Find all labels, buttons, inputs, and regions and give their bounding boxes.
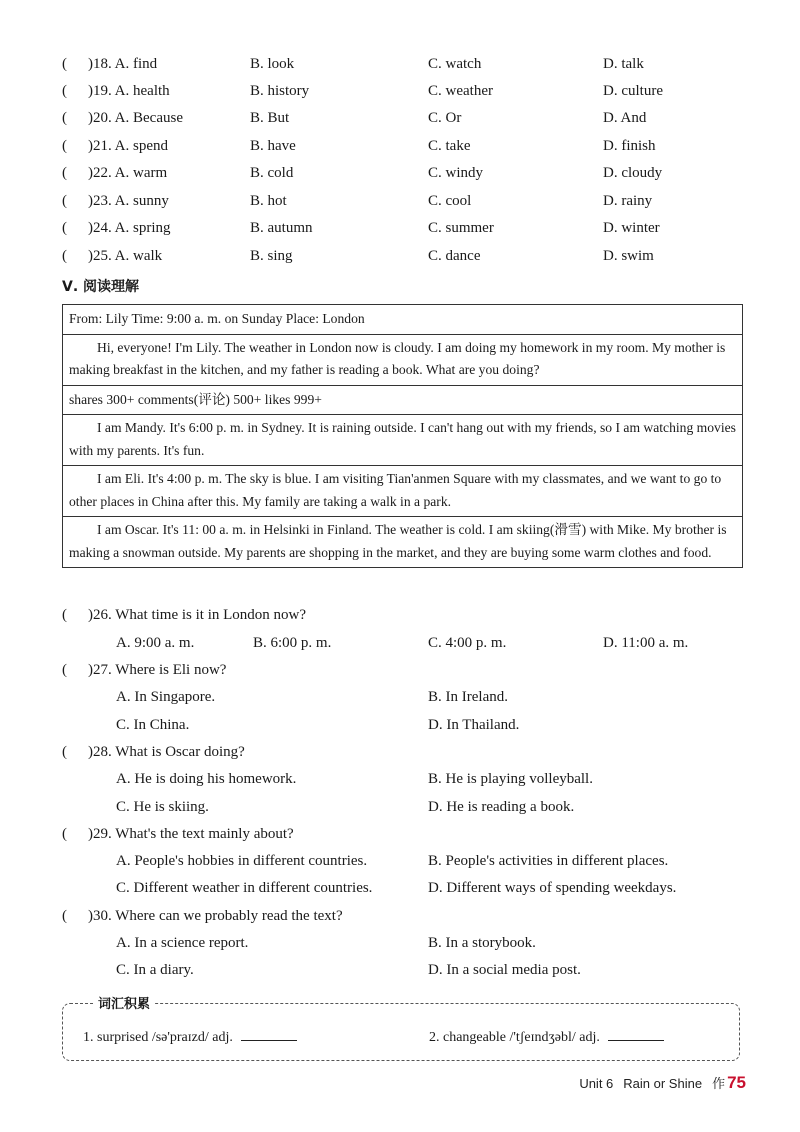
page-footer [579,1073,746,1093]
answer-paren[interactable]: ( [62,138,67,154]
answer-paren[interactable]: ( [62,165,67,181]
answer-paren[interactable]: ( [62,110,67,126]
vocab-word: 2. changeable /'tʃeɪndʒəbl/ adj. [429,1030,600,1045]
cloze-row-18 [62,56,762,78]
answer-paren[interactable]: ( [62,83,67,99]
question-27 [62,662,226,679]
option-a: )18. A. find [88,56,158,72]
option-d: D. In a social media post. [428,962,581,978]
option-d: D. And [603,110,647,126]
vocab-item-1 [83,1029,297,1046]
option-b: B. People's activities in different places. [428,853,669,869]
option-b: B. cold [250,165,294,181]
zuo-label: 作 [712,1077,726,1092]
post-stats: shares 300+ comments(评论) 500+ likes 999+ [63,385,742,415]
answer-paren[interactable]: ( [62,607,67,623]
reply-mandy [63,414,742,465]
unit-label: Unit 6 [579,1076,614,1091]
reply-text: I am Eli. It's 4:00 p. m. The sky is blue. I am visiting Tian'anmen Square with my classmates, and we want to go to other places in China after this. My family are taking a walk in a park. [69,471,722,509]
option-c: C. In a diary. [116,962,194,978]
option-a: A. In Singapore. [116,689,216,705]
option-d: D. finish [603,138,656,154]
post-body [63,334,742,385]
section-title: Ⅴ. 阅读理解 [62,279,140,295]
option-a: A. In a science report. [116,935,249,951]
option-c: C. take [428,138,471,154]
cloze-row-19 [62,83,762,105]
option-c: C. watch [428,56,482,72]
cloze-row-23 [62,193,762,215]
reply-text: I am Oscar. It's 11: 00 a. m. in Helsinki in Finland. The weather is cold. I am skiing(滑雪) with Mike. My brother is making a snowman outside. My parents are shopping in the market, and they are buying some warm clothes and food. [69,522,727,560]
question-text: )28. What is Oscar doing? [88,744,245,760]
cloze-row-25 [62,248,762,270]
answer-paren[interactable]: ( [62,908,67,924]
option-d: D. talk [603,56,644,72]
option-d: D. In Thailand. [428,717,520,733]
option-b: B. sing [250,248,293,264]
reply-oscar [63,516,742,567]
cloze-row-21 [62,138,762,160]
option-b: B. He is playing volleyball. [428,771,593,787]
option-a: )20. A. Because [88,110,183,126]
option-b: B. But [250,110,290,126]
answer-blank[interactable] [608,1029,664,1041]
answer-paren[interactable]: ( [62,193,67,209]
reply-eli [63,465,742,516]
option-d: D. culture [603,83,663,99]
page-number: 75 [727,1073,746,1092]
option-d: D. rainy [603,193,653,209]
option-b: B. autumn [250,220,313,236]
post-text: Hi, everyone! I'm Lily. The weather in London now is cloudy. I am doing my homework in my room. My mother is making breakfast in the kitchen, and my father is reading a book. What are you doing? [69,339,726,377]
option-d: D. He is reading a book. [428,799,575,815]
question-text: )27. Where is Eli now? [88,662,227,678]
answer-blank[interactable] [241,1029,297,1041]
option-c: C. 4:00 p. m. [428,635,507,651]
option-b: B. 6:00 p. m. [253,635,332,651]
option-c: C. dance [428,248,481,264]
option-a: )25. A. walk [88,248,163,264]
option-a: A. People's hobbies in different countries. [116,853,368,869]
vocab-item-2 [429,1029,664,1046]
answer-paren[interactable]: ( [62,56,67,72]
answer-paren[interactable]: ( [62,220,67,236]
option-b: B. have [250,138,296,154]
option-b: B. In a storybook. [428,935,536,951]
question-28 [62,744,245,761]
option-c: C. Or [428,110,462,126]
vocabulary-box [62,997,740,1061]
option-b: B. In Ireland. [428,689,508,705]
unit-title: Rain or Shine [623,1076,703,1091]
answer-paren[interactable]: ( [62,662,67,678]
option-d: D. 11:00 a. m. [603,635,689,651]
option-b: B. hot [250,193,287,209]
option-b: B. look [250,56,295,72]
question-30 [62,908,343,925]
question-text: )26. What time is it in London now? [88,607,307,623]
option-c: C. In China. [116,717,190,733]
option-a: )19. A. health [88,83,170,99]
option-c: C. weather [428,83,493,99]
vocab-word: 1. surprised /sə'praɪzd/ adj. [83,1030,233,1045]
option-c: C. windy [428,165,484,181]
option-c: C. He is skiing. [116,799,209,815]
answer-paren[interactable]: ( [62,826,67,842]
option-a: A. 9:00 a. m. [116,635,195,651]
cloze-row-22 [62,165,762,187]
option-d: D. winter [603,220,660,236]
question-text: )29. What's the text mainly about? [88,826,294,842]
option-d: D. Different ways of spending weekdays. [428,880,677,896]
option-b: B. history [250,83,310,99]
option-a: )21. A. spend [88,138,168,154]
reply-text: I am Mandy. It's 6:00 p. m. in Sydney. It is raining outside. I can't hang out with my friends, so I am watching movies with my parents. It's fun. [69,420,736,458]
vocabulary-title: 词汇积累 [93,993,155,1012]
question-26 [62,607,306,624]
option-d: D. swim [603,248,654,264]
question-text: )30. Where can we probably read the text? [88,908,343,924]
option-a: )24. A. spring [88,220,171,236]
option-a: )22. A. warm [88,165,168,181]
answer-paren[interactable]: ( [62,248,67,264]
option-a: A. He is doing his homework. [116,771,297,787]
question-29 [62,826,294,843]
post-meta: From: Lily Time: 9:00 a. m. on Sunday Place: London [69,311,365,326]
option-c: C. Different weather in different countries. [116,880,373,896]
option-a: )23. A. sunny [88,193,169,209]
answer-paren[interactable]: ( [62,744,67,760]
cloze-row-24 [62,220,762,242]
option-c: C. summer [428,220,494,236]
cloze-row-20 [62,110,762,132]
reading-passage [62,304,743,568]
option-d: D. cloudy [603,165,663,181]
option-c: C. cool [428,193,472,209]
